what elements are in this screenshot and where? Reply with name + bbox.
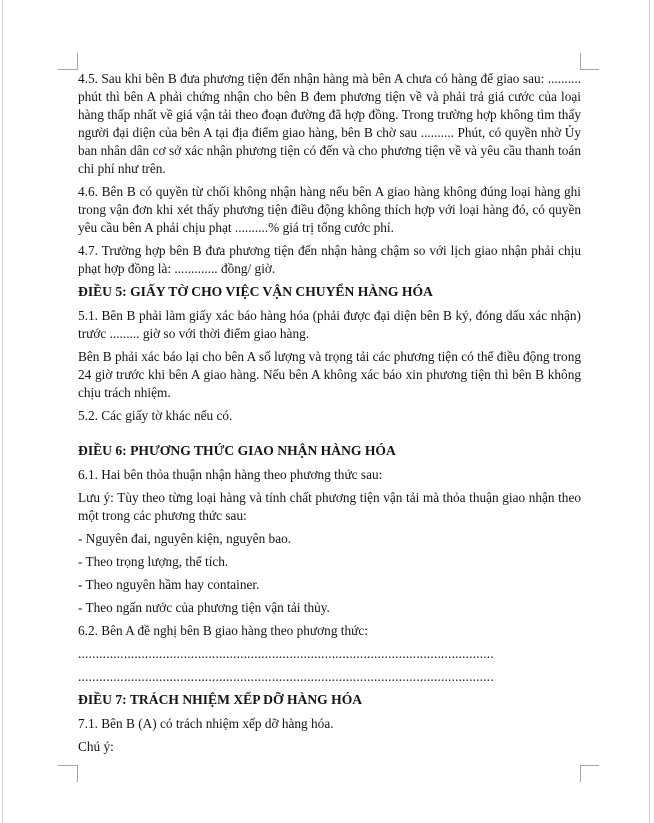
document-page (2, 0, 650, 823)
list-item-trong-luong: - Theo trọng lượng, thể tích. (78, 554, 229, 569)
crop-mark-bottom-left (58, 765, 78, 782)
crop-mark-bottom-right (580, 765, 599, 782)
heading-dieu-5: ĐIỀU 5: GIẤY TỜ CHO VIỆC VẬN CHUYỂN HÀNG HÓA (78, 284, 433, 299)
crop-mark-top-left (58, 53, 78, 70)
paragraph-5-1-note: Bên B phải xác báo lại cho bên A số lượng và trọng tải các phương tiện có thể điều động trong 24 giờ trước khi bên A giao hàng. Nếu bên A không xác báo xin phương tiện thì bên B không chịu trách nhiệm. (78, 349, 581, 400)
dotted-fill-line-1: ...................................................................................................................... (78, 646, 494, 661)
paragraph-6-1: 6.1. Hai bên thỏa thuận nhận hàng theo phương thức sau: (78, 467, 383, 482)
list-item-ngan-nuoc: - Theo ngấn nước của phương tiện vận tải thủy. (78, 600, 330, 615)
paragraph-4-5: 4.5. Sau khi bên B đưa phương tiện đến nhận hàng mà bên A chưa có hàng để giao sau: .......... phút thì bên A phải chứng nhận cho bên B đem phương tiện về và phải trả giá cước của loại hàng thấp nhất về giá vận tải theo đoạn đường đã hợp đồng. Trong trường hợp không tìm thấy người đại diện của bên A tại địa điểm giao hàng, bên B chờ sau .......... Phút, có quyền nhờ Ủy ban nhân dân cơ sở xác nhận phương tiện có đến và cho phương tiện về và yêu cầu thanh toán chi phí như trên. (78, 71, 581, 176)
heading-dieu-6: ĐIỀU 6: PHƯƠNG THỨC GIAO NHẬN HÀNG HÓA (78, 443, 396, 458)
paragraph-7-1: 7.1. Bên B (A) có trách nhiệm xếp dỡ hàng hóa. (78, 716, 334, 731)
paragraph-4-7: 4.7. Trường hợp bên B đưa phương tiện đến nhận hàng chậm so với lịch giao nhận phải chịu phạt hợp đồng là: ............. đồng/ giờ. (78, 243, 581, 276)
crop-mark-top-right (580, 53, 599, 70)
text-area (78, 70, 581, 761)
heading-dieu-7: ĐIỀU 7: TRÁCH NHIỆM XẾP DỠ HÀNG HÓA (78, 692, 363, 707)
paragraph-luu-y: Lưu ý: Tùy theo từng loại hàng và tính chất phương tiện vận tải mà thỏa thuận giao nhận theo một trong các phương thức sau: (78, 490, 581, 523)
paragraph-6-2: 6.2. Bên A đề nghị bên B giao hàng theo phương thức: (78, 623, 368, 638)
paragraph-5-1: 5.1. Bên B phải làm giấy xác báo hàng hóa (phải được đại diện bên B ký, đóng dấu xác nhận) trước ......... giờ so với thời điểm giao hàng. (78, 308, 581, 341)
paragraph-4-6: 4.6. Bên B có quyền từ chối không nhận hàng nếu bên A giao hàng không đúng loại hàng ghi trong vận đơn khi xét thấy phương tiện điều động không thích hợp với loại hàng đó, có quyền yêu cầu bên A phải chịu phạt ..........% giá trị tổng cước phí. (78, 184, 581, 235)
list-item-nguyen-dai: - Nguyên đai, nguyên kiện, nguyên bao. (78, 531, 292, 546)
list-item-nguyen-ham: - Theo nguyên hầm hay container. (78, 577, 260, 592)
paragraph-chu-y: Chú ý: (78, 739, 114, 754)
paragraph-5-2: 5.2. Các giấy tờ khác nếu có. (78, 408, 233, 423)
dotted-fill-line-2: ...................................................................................................................... (78, 669, 494, 684)
